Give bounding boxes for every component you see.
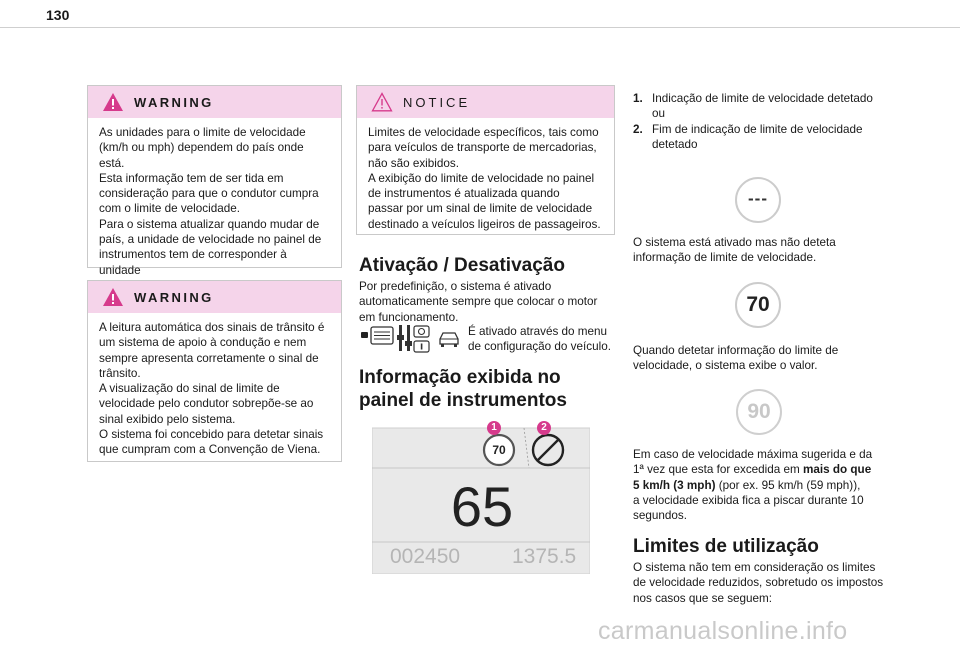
speed-sign-90-icon bbox=[736, 389, 782, 435]
text-line: trânsito. bbox=[99, 366, 141, 380]
text-line: país, a unidade de velocidade no painel de bbox=[99, 233, 322, 247]
text-line: de velocidade reduzidos, sobretudo os impostos bbox=[633, 576, 884, 590]
text-line: Esta informação tem de ser tida em bbox=[99, 171, 284, 185]
bold-fragment: mais do que bbox=[803, 463, 872, 477]
speed-sign-70-icon bbox=[735, 282, 781, 328]
text-line: Em caso de velocidade máxima sugerida e da bbox=[633, 448, 873, 461]
notice-header bbox=[357, 86, 614, 118]
sign-text: 90 bbox=[747, 400, 771, 423]
text-line: A exibição do limite de velocidade no painel bbox=[368, 171, 595, 185]
list-number: 1. bbox=[633, 92, 643, 105]
text-fragment: (por ex. 95 km/h (59 mph)), bbox=[715, 478, 861, 492]
warning-box-2 bbox=[87, 280, 342, 462]
warning-header bbox=[88, 86, 341, 118]
text-line: a velocidade exibida fica a piscar durante 10 bbox=[633, 493, 864, 507]
text-line: Para o sistema atualizar quando mudar de bbox=[99, 217, 320, 231]
text-line: velocidade pelo condutor sobrepõe-se ao bbox=[99, 397, 314, 411]
text-line: O sistema foi concebido para detetar sinais bbox=[99, 428, 324, 442]
heading-line: painel de instrumentos bbox=[359, 390, 567, 411]
blink-text bbox=[633, 447, 913, 523]
text-line: automaticamente sempre que colocar o motor bbox=[359, 295, 598, 309]
activation-text bbox=[359, 279, 619, 325]
text-line: A visualização do sinal de limite de bbox=[99, 382, 280, 396]
callout-1: 1 bbox=[491, 422, 497, 433]
text-line: O sistema está ativado mas não deteta bbox=[633, 236, 836, 249]
page-number: 130 bbox=[46, 7, 70, 23]
text-line: Por predefinição, o sistema é ativado bbox=[359, 280, 552, 293]
speed-sign-no-info-icon bbox=[735, 177, 781, 223]
text-line: que cumpram com a Convenção de Viena. bbox=[99, 443, 321, 457]
text-line: A leitura automática dos sinais de trânsito é bbox=[99, 321, 325, 334]
watermark: carmanualsonline.info bbox=[598, 617, 848, 645]
menu-instruction bbox=[359, 323, 619, 357]
warning-title: WARNING bbox=[134, 289, 214, 305]
top-rule bbox=[0, 27, 960, 28]
text-line: ou bbox=[652, 107, 666, 121]
text-line bbox=[633, 462, 913, 477]
text-line: destinado a veículos ligeiros de passageiros. bbox=[368, 217, 601, 231]
text-line: sinal exibido pelo sistema. bbox=[99, 412, 236, 426]
text-line: É ativado através do menu bbox=[468, 325, 608, 338]
text-line: Fim de indicação de limite de velocidade bbox=[652, 122, 863, 136]
text-line: com o limite de velocidade. bbox=[99, 202, 240, 216]
cluster-sign-value: 70 bbox=[492, 443, 506, 457]
menu-text bbox=[468, 324, 618, 355]
text-line: sempre apresenta corretamente o sinal de bbox=[99, 351, 319, 365]
warning-header bbox=[88, 281, 341, 313]
detected-text bbox=[633, 343, 903, 374]
text-line: passar por um sinal de limite de velocidade bbox=[368, 202, 593, 216]
text-line: velocidade, o sistema exibe o valor. bbox=[633, 359, 818, 373]
list-item bbox=[633, 122, 893, 153]
notice-triangle-icon bbox=[371, 92, 393, 112]
text-line: segundos. bbox=[633, 509, 687, 523]
text-line: nos casos que se seguem: bbox=[633, 591, 773, 605]
bold-fragment: 5 km/h (3 mph) bbox=[633, 478, 716, 492]
warning-title: WARNING bbox=[134, 94, 214, 110]
text-line: de instrumentos é atualizada quando bbox=[368, 187, 560, 201]
sign-text: 70 bbox=[746, 293, 770, 316]
cluster-trip: 1375.5 bbox=[512, 545, 577, 568]
warning-triangle-icon bbox=[102, 287, 124, 307]
notice-box bbox=[356, 85, 615, 235]
text-line: de configuração do veículo. bbox=[468, 340, 611, 354]
notice-body bbox=[357, 118, 614, 232]
warning-body bbox=[88, 313, 341, 458]
text-line: consideração para que o condutor cumpra bbox=[99, 187, 319, 201]
menu-button-icon bbox=[361, 326, 395, 346]
activation-heading: Ativação / Desativação bbox=[359, 255, 565, 276]
warning-triangle-icon bbox=[102, 92, 124, 112]
warning-body bbox=[88, 118, 341, 293]
text-line: Limites de velocidade específicos, tais como bbox=[368, 126, 599, 139]
text-line: detetado bbox=[652, 137, 698, 151]
text-line: Quando detetar informação do limite de bbox=[633, 344, 839, 357]
text-line: para veículos de transporte de mercadorias, bbox=[368, 141, 597, 155]
warning-box-1 bbox=[87, 85, 342, 277]
info-heading bbox=[359, 366, 567, 412]
text-line: em funcionamento. bbox=[359, 310, 459, 324]
text-line: As unidades para o limite de velocidade bbox=[99, 126, 306, 139]
cluster-speed: 65 bbox=[450, 475, 514, 538]
limits-heading: Limites de utilização bbox=[633, 536, 819, 557]
text-line: um sistema de apoio à condução e nem bbox=[99, 336, 307, 350]
text-line bbox=[633, 478, 913, 493]
heading-line: Informação exibida no bbox=[359, 367, 561, 388]
cluster-odometer: 002450 bbox=[390, 545, 461, 568]
instrument-cluster-illustration bbox=[372, 418, 590, 574]
text-line: não são exibidos. bbox=[368, 156, 459, 170]
limits-text bbox=[633, 560, 913, 606]
text-line: instrumentos tem de corresponder à unidade bbox=[99, 248, 287, 277]
settings-tools-icon bbox=[397, 323, 431, 355]
text-line: informação de limite de velocidade. bbox=[633, 251, 817, 265]
list-number: 2. bbox=[633, 122, 643, 136]
text-line: (km/h ou mph) dependem do país onde está. bbox=[99, 141, 304, 170]
list-item bbox=[633, 91, 893, 122]
text-fragment: 1ª vez que esta for excedida em bbox=[633, 463, 803, 477]
text-line: Indicação de limite de velocidade detetado bbox=[652, 92, 873, 105]
no-info-text bbox=[633, 235, 903, 266]
text-line: O sistema não tem em consideração os limites bbox=[633, 561, 876, 574]
callout-2: 2 bbox=[541, 422, 547, 433]
numbered-list bbox=[633, 91, 893, 152]
sign-text: --- bbox=[748, 189, 768, 208]
notice-title: NOTICE bbox=[403, 94, 471, 110]
vehicle-icon bbox=[437, 330, 461, 348]
